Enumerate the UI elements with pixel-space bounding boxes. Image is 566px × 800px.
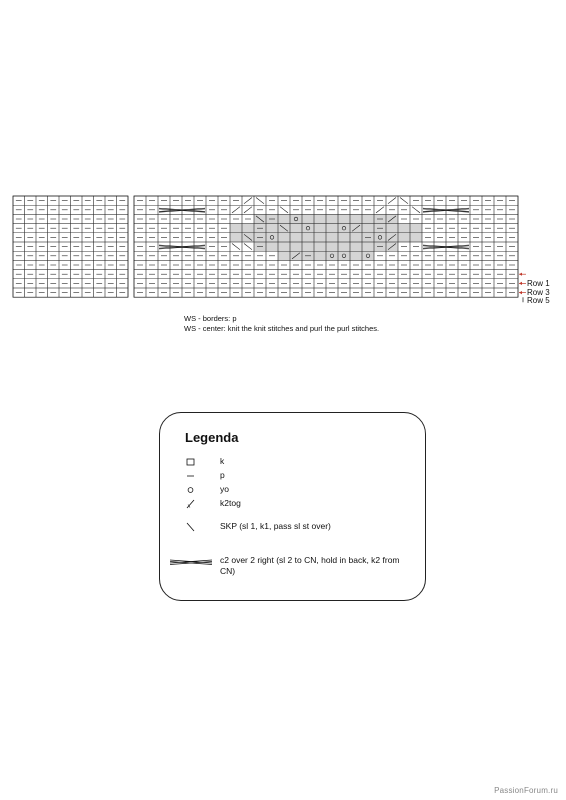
legend-label-k2tog: k2tog — [220, 498, 241, 508]
skp-mark — [256, 198, 264, 204]
chart-note-center: WS - center: knit the knit stitches and purl the purl stitches. — [184, 324, 380, 333]
legend-item-yo — [160, 483, 420, 497]
legend-item-purl — [160, 469, 420, 483]
legend-label-knit: k — [220, 456, 225, 466]
cable-icon — [166, 554, 216, 568]
knitting-chart — [0, 0, 566, 330]
k2tog-mark — [388, 198, 396, 204]
legend-item-skp — [160, 520, 420, 534]
k2tog-mark — [244, 207, 252, 213]
skp-mark — [244, 244, 252, 250]
row-arrow-head — [519, 273, 522, 276]
k2tog-mark — [244, 198, 252, 204]
legend-label-cable: c2 over 2 right (sl 2 to CN, hold in back, k2 from CN) — [220, 555, 400, 576]
k2tog-mark — [376, 207, 384, 213]
row-label-3: Row 3 — [527, 288, 550, 297]
row-arrow-head — [519, 291, 522, 294]
legend-label-yo: yo — [220, 484, 229, 494]
yarn-over-icon — [168, 483, 212, 497]
row-label-1: Row 1 — [527, 279, 550, 288]
legend-item-knit — [160, 455, 420, 469]
k2tog-mark — [232, 207, 240, 213]
legend-title: Legenda — [185, 430, 239, 445]
legend-box — [159, 412, 426, 601]
legend-label-purl: p — [220, 470, 225, 480]
row-arrow-head — [519, 282, 522, 285]
chart-note-borders: WS - borders: p — [184, 314, 237, 323]
legend-item-cable — [160, 554, 420, 580]
skp-icon — [168, 520, 212, 534]
knit-icon — [168, 455, 212, 469]
footer-brand: PassionForum.ru — [494, 786, 558, 795]
skp-mark — [400, 198, 408, 204]
legend-item-k2tog — [160, 497, 420, 511]
purl-icon — [168, 469, 212, 483]
skp-mark — [232, 244, 240, 250]
legend-label-skp: SKP (sl 1, k1, pass sl st over) — [220, 521, 331, 531]
k2tog-icon — [168, 497, 212, 511]
skp-mark — [412, 207, 420, 213]
row-label-5: Row 5 — [527, 296, 550, 305]
skp-mark — [280, 207, 288, 213]
